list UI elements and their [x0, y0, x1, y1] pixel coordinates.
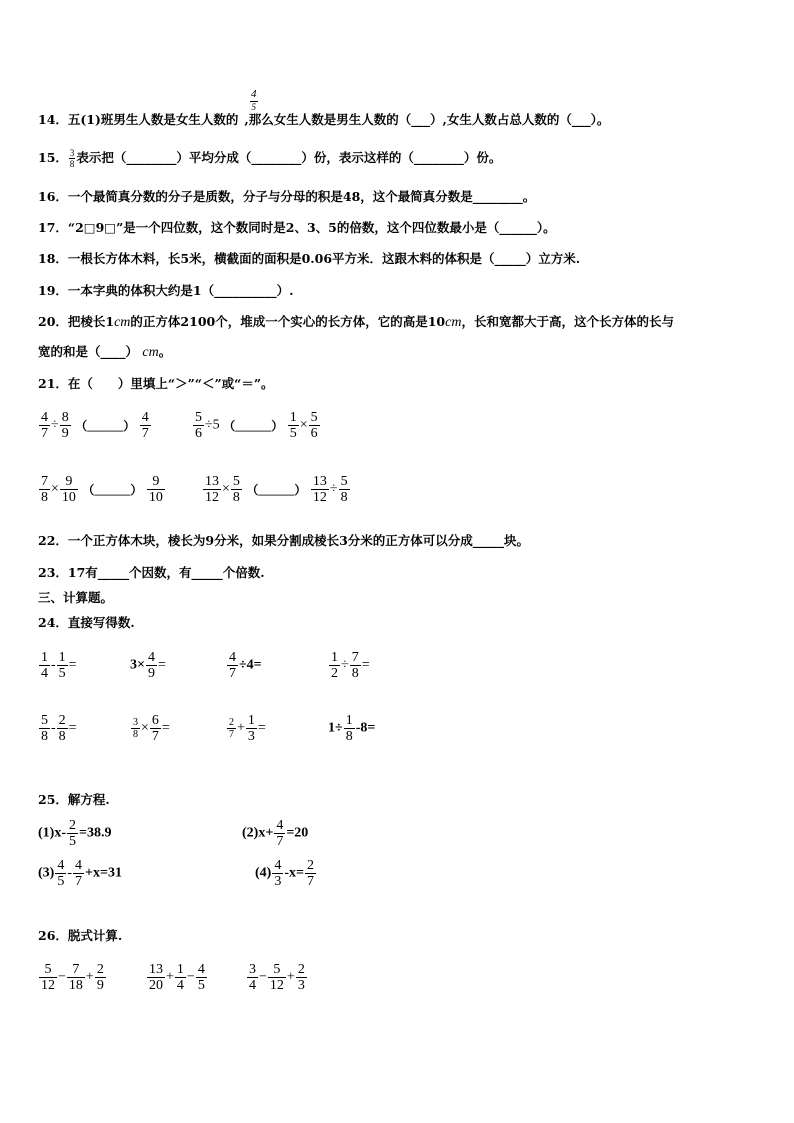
question-23: 23．17有_____个因数，有_____个倍数.: [38, 565, 265, 580]
question-16: 16．一个最简真分数的分子是质数，分子与分母的积是48，这个最简真分数是________。: [38, 189, 536, 204]
q24-item-6: $\frac{3}{8}$ × $\frac{6}{7}$ =: [133, 713, 170, 744]
question-18: 18．一根长方体木料，长5米，横截面的面积是0.06平方米．这跟木料的体积是（_____）立方米.: [38, 251, 581, 266]
question-21-title: 21．在（ ）里填上“＞”“＜”或“＝”。: [38, 376, 274, 391]
q21-row2-left: $\frac{7}{8}$ × $\frac{9}{10}$ （______） $\frac{9}{10}$: [41, 474, 163, 505]
question-15: 15． $\frac{3}{8}$ 表示把（________）平均分成（________）份，表示这样的（________）份。: [38, 148, 502, 169]
q24-item-5: $\frac{5}{8}$ - $\frac{2}{8}$ =: [41, 713, 77, 744]
question-14: 14．五(1)班男生人数是女生人数的 ,那么女生人数是男生人数的（___）,女生人数占总人数的（___）。: [38, 112, 610, 127]
q24-item-1: $\frac{1}{4}$ - $\frac{1}{5}$ =: [41, 650, 77, 681]
question-20-line-2: 宽的和是（____） cm。: [38, 344, 172, 360]
q26-expr-3: $\frac{3}{4}$ − $\frac{5}{12}$ + $\frac{2}{3}$: [249, 962, 305, 993]
q25-eq1: (1)x- $\frac{2}{5}$ =38.9: [38, 818, 112, 849]
q24-item-2: 3× $\frac{4}{9}$ =: [130, 650, 166, 681]
question-26-title: 26．脱式计算.: [38, 928, 123, 943]
q26-expr-2: $\frac{13}{20}$ + $\frac{1}{4}$ − $\frac{4}{5}$: [149, 962, 205, 993]
fraction-four-fifths: 4 5: [251, 88, 257, 112]
q24-item-7: $\frac{2}{7}$ + $\frac{1}{3}$ =: [229, 713, 266, 744]
section-3-heading: 三、计算题。: [38, 590, 114, 605]
question-17: 17．“2□9□”是一个四位数，这个数同时是2、3、5的倍数，这个四位数最小是（______）。: [38, 220, 556, 235]
q25-eq3: (3) $\frac{4}{5}$ - $\frac{4}{7}$ +x=31: [38, 858, 122, 889]
q21-row1-right: $\frac{5}{6}$ ÷5 （______） $\frac{1}{5}$ × $\frac{5}{6}$: [195, 410, 318, 441]
question-20-line-1: 20．把棱长1cm的正方体2100个，堆成一个实心的长方体，它的高是10cm，长和宽都大于高，这个长方体的长与: [38, 314, 674, 330]
q26-expr-1: $\frac{5}{12}$ − $\frac{7}{18}$ + $\frac{2}{9}$: [41, 962, 104, 993]
question-19: 19．一本字典的体积大约是1（__________）.: [38, 283, 294, 298]
question-22: 22．一个正方体木块，棱长为9分米，如果分割成棱长3分米的正方体可以分成_____块。: [38, 533, 530, 548]
q21-row1-left: $\frac{4}{7}$ ÷ $\frac{8}{9}$ （______） $\frac{4}{7}$: [41, 410, 149, 441]
q25-eq4: (4) $\frac{4}{3}$ -x= $\frac{2}{7}$: [255, 858, 314, 889]
q24-item-4: $\frac{1}{2}$ ÷ $\frac{7}{8}$ =: [331, 650, 370, 681]
q24-item-3: $\frac{4}{7}$ ÷4=: [229, 650, 262, 681]
question-25-title: 25．解方程.: [38, 792, 110, 807]
q24-item-8: 1÷ $\frac{1}{8}$ -8=: [328, 713, 376, 744]
question-24-title: 24．直接写得数.: [38, 615, 135, 630]
q25-eq2: (2)x+ $\frac{4}{7}$ =20: [242, 818, 309, 849]
q21-row2-right: $\frac{13}{12}$ × $\frac{5}{8}$ （______） $\frac{13}{12}$ ÷ $\frac{5}{8}$: [205, 474, 348, 505]
